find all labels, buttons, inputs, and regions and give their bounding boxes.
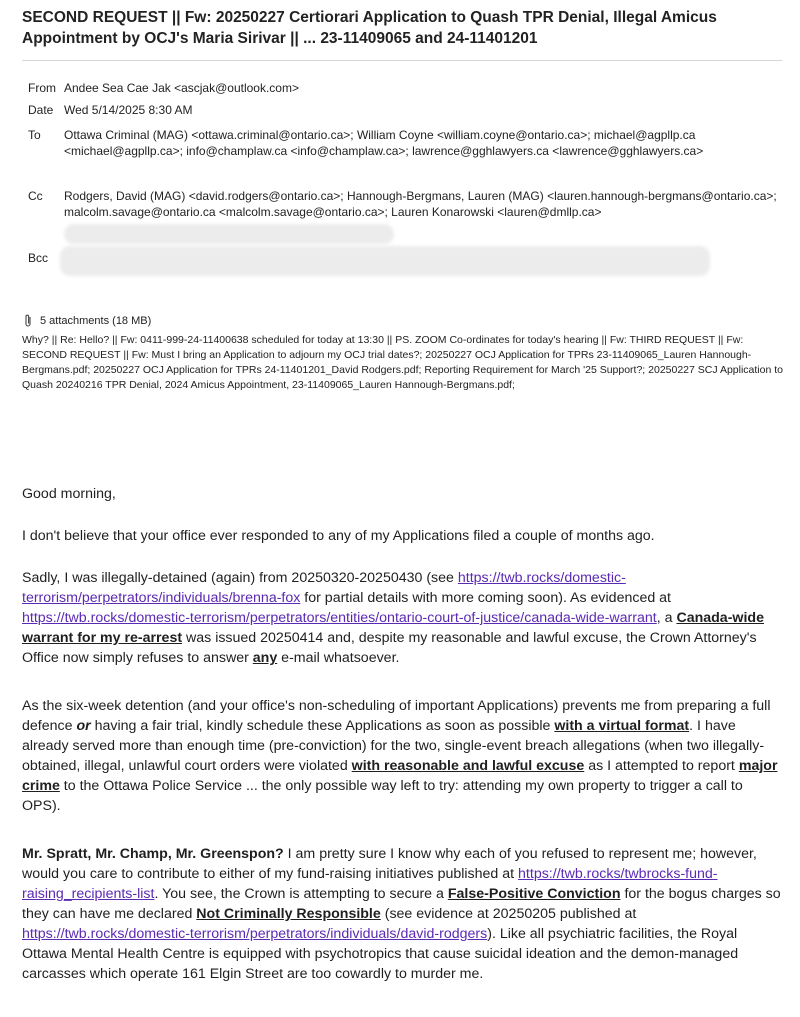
- cc-recipients[interactable]: Rodgers, David (MAG) <david.rodgers@ontario.ca>; Hannough-Bergmans, Lauren (MAG) <lauren.hannough-bergmans@ontario.ca>; malcolm.savage@ontario.ca <malcolm.savage@ontario.ca>; Lauren Konarowski <lauren@dmllp.ca>: [64, 189, 777, 219]
- cc-label: Cc: [28, 189, 43, 203]
- attachments-list[interactable]: Why? || Re: Hello? || Fw: 0411-999-24-11400638 scheduled for today at 13:30 || PS. ZOOM Co-ordinates for today's hearing || Fw: THIRD REQUEST || Fw: SECOND REQUEST || Fw: Must I bring an Application to adjourn my OCJ trial dates?; 20250227 OCJ Application for TPRs 23-11409065_Lauren Hannough-Bergmans.pdf; 20250227 OCJ Application for TPRs 24-11401201_David Rodgers.pdf; Reporting Requirement for March '25 Support?; 20250227 SCJ Application to Quash 20240216 TPR Denial, 2024 Amicus Appointment, 23-11409065_Lauren Hannough-Bergmans.pdf;: [22, 334, 783, 391]
- link-david-rodgers[interactable]: https://twb.rocks/domestic-terrorism/perpetrators/individuals/david-rodgers: [22, 926, 488, 942]
- paragraph-4: Mr. Spratt, Mr. Champ, Mr. Greenspon? I am pretty sure I know why each of you refused to represent me; however, would you care to contribute to either of my fund-raising initiatives published at https://twb.rocks/twbrocks-fund-raising_recipients-list. You see, the Crown is attempting to secure a False-Positive Conviction for the bogus charges so they can have me declared Not Criminally Responsible (see evidence at 20250205 published at https://twb.rocks/domestic-terrorism/perpetrators/individuals/david-rodgers). Like all psychiatric facilities, the Royal Ottawa Mental Health Centre is equipped with psychotropics that cause suicidal ideation and the demon-managed carcasses which operate 161 Elgin Street are too cowardly to murder me.: [22, 846, 781, 982]
- paperclip-icon: [22, 314, 34, 328]
- greeting: Good morning,: [22, 486, 116, 502]
- date-value: Wed 5/14/2025 8:30 AM: [64, 103, 193, 117]
- paragraph-3: As the six-week detention (and your office's non-scheduling of important Applications) prevents me from preparing a full defence or having a fair trial, kindly schedule these Applications as soon as possible with a virtual format. I have already served more than enough time (pre-conviction) for the two, single-event breach allegations (when two illegally-obtained, illegal, unlawful court orders were violated with reasonable and lawful excuse as I attempted to report major crime to the Ottawa Police Service ... the only possible way left to try: attending my own property to trigger a call to OPS).: [22, 698, 778, 814]
- to-recipients[interactable]: Ottawa Criminal (MAG) <ottawa.criminal@ontario.ca>; William Coyne <william.coyne@ontario.ca>; michael@agpllp.ca <michael@agpllp.ca>; info@champlaw.ca <info@champlaw.ca>; lawrence@gghlawyers.ca <lawrence@gghlawyers.ca>: [64, 128, 704, 158]
- bcc-label: Bcc: [28, 251, 49, 265]
- attachments-count: 5 attachments (18 MB): [40, 315, 152, 327]
- date-label: Date: [28, 103, 54, 117]
- from-row: [28, 80, 792, 96]
- header-divider: [22, 60, 782, 61]
- to-label: To: [28, 128, 41, 142]
- link-brenna-fox[interactable]: https://twb.rocks/domestic-terrorism/perpetrators/individuals/brenna-fox: [22, 570, 626, 606]
- to-row: [28, 127, 792, 177]
- email-subject: SECOND REQUEST || Fw: 20250227 Certiorari Application to Quash TPR Denial, Illegal Amicus Appointment by OCJ's Maria Sirivar || ... 23-11409065 and 24-11401201: [22, 9, 717, 47]
- redacted-area: [64, 224, 394, 244]
- redacted-bcc: [60, 246, 710, 276]
- paragraph-2: Sadly, I was illegally-detained (again) from 20250320-20250430 (see https://twb.rocks/domestic-terrorism/perpetrators/individuals/brenna-fox for partial details with more coming soon). As evidenced at https://twb.rocks/domestic-terrorism/perpetrators/entities/ontario-court-of-justice/canada-wide-warrant, a Canada-wide warrant for my re-arrest was issued 20250414 and, despite my reasonable and lawful excuse, the Crown Attorney's Office now simply refuses to answer any e-mail whatsoever.: [22, 570, 764, 666]
- date-row: [28, 102, 792, 118]
- paragraph-1: I don't believe that your office ever responded to any of my Applications filed a couple of months ago.: [22, 528, 655, 544]
- attachments-header[interactable]: [22, 314, 151, 328]
- from-label: From: [28, 81, 56, 95]
- link-canada-wide-warrant[interactable]: https://twb.rocks/domestic-terrorism/perpetrators/entities/ontario-court-of-justice/canada-wide-warrant: [22, 610, 657, 626]
- link-fund-raising[interactable]: https://twb.rocks/twbrocks-fund-raising_recipients-list: [22, 866, 718, 902]
- from-value[interactable]: Andee Sea Cae Jak <ascjak@outlook.com>: [64, 81, 299, 95]
